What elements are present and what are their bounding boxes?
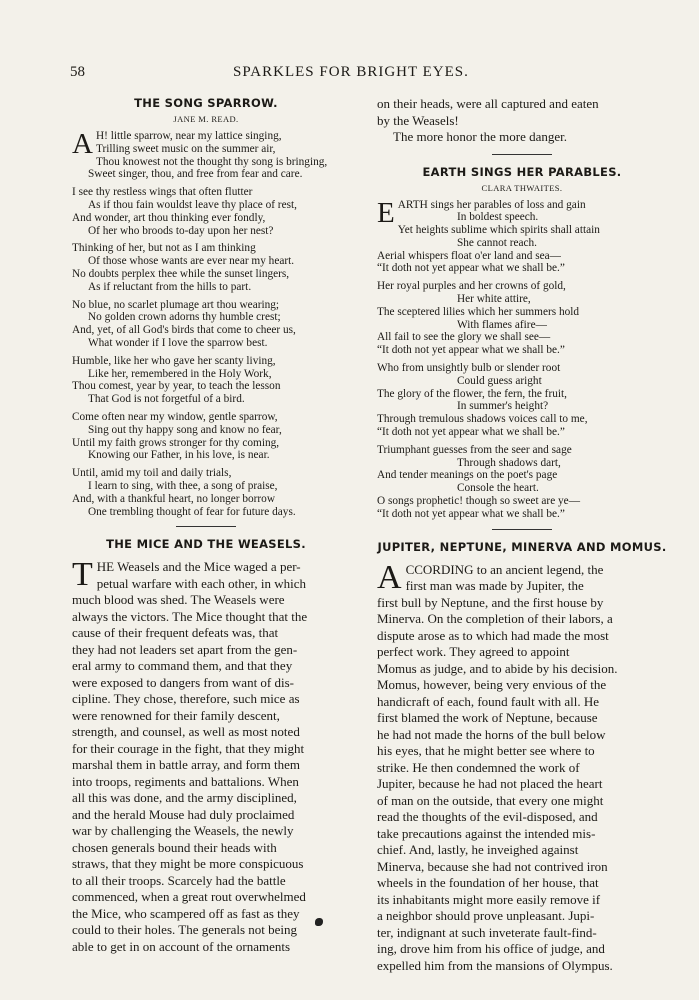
text-line xyxy=(377,908,667,925)
stanza xyxy=(72,411,340,462)
text-line xyxy=(377,644,667,661)
text-line xyxy=(72,873,340,890)
text-line-content: first blamed the work of Neptune, because xyxy=(377,710,598,726)
text-line-content: into troops, regiments and battalions. When xyxy=(72,773,299,789)
poem-line xyxy=(72,143,340,156)
poem-line-text: Aerial whispers float o'er land and sea— xyxy=(377,249,561,262)
poem-line xyxy=(72,186,340,199)
text-line xyxy=(377,578,667,595)
text-line xyxy=(72,675,340,692)
text-line-content: of man on the outside, that every one might xyxy=(377,792,604,808)
poem-line-text: As if reluctant from the hills to part. xyxy=(88,280,252,293)
poem-line-text: Her royal purples and her crowns of gold, xyxy=(377,280,566,293)
poem-line-text: One trembling thought of fear for future days. xyxy=(88,505,296,518)
poem-line-text: Thou knowest not the thought thy song is bringing, xyxy=(95,155,328,168)
text-line-content: first bull by Neptune, and the first house by xyxy=(377,594,604,610)
poem-line xyxy=(377,262,667,275)
text-line xyxy=(72,642,340,659)
text-line-content: Momus, however, being very envious of the xyxy=(377,677,607,693)
poem-line-text: Triumphant guesses from the seer and sage xyxy=(377,443,572,456)
poem-line-text: “It doth not yet appear what we shall be.” xyxy=(377,262,565,275)
text-line xyxy=(377,793,667,810)
text-line xyxy=(72,708,340,725)
poem-line-text: And wonder, art thou thinking ever fondly, xyxy=(72,211,266,224)
jupiter-title: JUPITER, NEPTUNE, MINERVA AND MOMUS. xyxy=(377,539,667,554)
poem-line xyxy=(72,368,340,381)
poem-line-text: Thinking of her, but not as I am thinking xyxy=(72,242,256,255)
text-line-content: they had not leaders set apart from the gen- xyxy=(72,641,298,657)
stanza xyxy=(72,355,340,406)
text-line-content: handicraft of each, found fault with all. He xyxy=(377,693,599,709)
text-line: on their heads, were all captured and eaten xyxy=(377,96,599,111)
page-number: 58 xyxy=(70,64,85,80)
text-line xyxy=(72,625,340,642)
poem-line-text: Knowing our Father, in his love, is near. xyxy=(88,449,270,462)
text-line xyxy=(377,743,667,760)
poem-line xyxy=(72,168,340,181)
text-line xyxy=(72,724,340,741)
poem-line-text: And, with a thankful heart, no longer borrow xyxy=(72,492,275,505)
poem-line-text: Her white attire, xyxy=(457,293,531,306)
poem-line-text: Yet heights sublime which spirits shall attain xyxy=(397,224,600,237)
text-line-content: Minerva, because she had not contrived iron xyxy=(377,858,608,874)
text-line xyxy=(72,691,340,708)
mice-weasels-text xyxy=(72,556,340,955)
poem-line xyxy=(72,411,340,424)
text-line xyxy=(72,609,340,626)
poem-line-text: As if thou fain wouldst leave thy place of rest, xyxy=(88,198,297,211)
text-line xyxy=(377,760,667,777)
jupiter-text xyxy=(377,558,667,975)
text-line-content: strength, and counsel, as well as most noted xyxy=(72,724,300,740)
drop-cap: A xyxy=(72,128,93,160)
earth-parables-author: CLARA THWAITES. xyxy=(481,182,563,193)
text-line xyxy=(72,939,340,956)
text-line-content: straws, that they might be more conspicuous xyxy=(72,856,304,872)
mice-weasels-title: THE MICE AND THE WEASELS. xyxy=(106,537,306,552)
poem-line xyxy=(377,508,667,521)
poem-line-text: Humble, like her who gave her scanty living, xyxy=(72,354,276,367)
poem-line xyxy=(377,237,667,250)
poem-line xyxy=(72,480,340,493)
text-line xyxy=(72,856,340,873)
text-line xyxy=(377,776,667,793)
text-line xyxy=(72,790,340,807)
text-line xyxy=(72,922,340,939)
stanza xyxy=(377,280,667,357)
poem-line-text: She cannot reach. xyxy=(457,236,537,249)
poem-line-text: Through tremulous shadows voices call to me, xyxy=(377,413,588,426)
text-line-content: were exposed to dangers from want of dis- xyxy=(72,674,295,690)
text-line-content: take precautions against the intended mis- xyxy=(377,825,596,841)
text-line-content: to all their troops. Scarcely had the battle xyxy=(72,872,286,888)
poem-line xyxy=(377,344,667,357)
text-line-content: all this was done, and the army disciplined, xyxy=(72,790,297,806)
poem-line xyxy=(377,319,667,332)
text-line-content: able to get in on account of the ornaments xyxy=(72,938,291,954)
poem-line xyxy=(72,324,340,337)
text-line-content: commenced, when a great rout overwhelmed xyxy=(72,889,306,905)
poem-line xyxy=(377,331,667,344)
poem-line-text: I learn to sing, with thee, a song of praise, xyxy=(88,479,278,492)
text-line-content: his eyes, that he might better see where to xyxy=(377,743,595,759)
poem-line xyxy=(377,211,667,224)
poem-line-text: Sweet singer, thou, and free from fear and care. xyxy=(88,168,303,181)
poem-line-text: Who from unsightly bulb or slender root xyxy=(377,362,561,375)
poem-line xyxy=(377,306,667,319)
text-line xyxy=(72,757,340,774)
text-line-content: cause of their frequent defeats was, that xyxy=(72,625,279,641)
stanza xyxy=(377,196,667,276)
drop-cap: E xyxy=(377,196,395,229)
poem-line-text: ARTH sings her parables of loss and gain xyxy=(397,198,586,211)
earth-parables-title: EARTH SINGS HER PARABLES. xyxy=(422,164,622,179)
text-line xyxy=(377,628,667,645)
poem-line xyxy=(377,375,667,388)
text-line-content: he had not made the horns of the bull below xyxy=(377,726,606,742)
text-line xyxy=(377,661,667,678)
text-line xyxy=(377,892,667,909)
stanza xyxy=(72,299,340,350)
stanza xyxy=(377,444,667,521)
text-line-content: its inhabitants might more easily remove if xyxy=(377,891,601,907)
poem-line xyxy=(72,437,340,450)
text-line-content: for their courage in the fight, that they might xyxy=(72,740,305,756)
text-line-content: dispute arose as to which had made the most xyxy=(377,627,609,643)
ink-mark xyxy=(315,918,323,926)
stanza xyxy=(72,130,340,181)
poem-line-text: “It doth not yet appear what we shall be.” xyxy=(377,507,565,520)
poem-line xyxy=(72,449,340,462)
poem-line-text: All fail to see the glory we shall see— xyxy=(377,331,551,344)
text-line xyxy=(377,611,667,628)
text-line-content: cipline. They chose, therefore, such mice as xyxy=(72,691,300,707)
text-line xyxy=(72,807,340,824)
text-line xyxy=(377,925,667,942)
poem-line-text: And, yet, of all God's birds that come to cheer us, xyxy=(72,324,296,337)
text-line xyxy=(72,840,340,857)
poem-line-text: Console the heart. xyxy=(457,482,539,495)
poem-line-text: And tender meanings on the poet's page xyxy=(377,469,558,482)
poem-line-text: Of those whose wants are ever near my heart. xyxy=(88,255,295,268)
text-line-content: perfect work. They agreed to appoint xyxy=(377,644,570,660)
page-header xyxy=(0,64,699,84)
poem-line xyxy=(72,467,340,480)
poem-line-text: Come often near my window, gentle sparrow, xyxy=(72,410,278,423)
text-line xyxy=(377,677,667,694)
text-line-content: were renowned for their family descent, xyxy=(72,707,280,723)
poem-line xyxy=(72,393,340,406)
text-line xyxy=(377,809,667,826)
text-line xyxy=(377,826,667,843)
poem-line-text: In boldest speech. xyxy=(457,211,539,224)
text-line xyxy=(377,859,667,876)
text-line xyxy=(72,576,340,593)
song-sparrow-poem xyxy=(72,130,340,518)
poem-line-text: “It doth not yet appear what we shall be.” xyxy=(377,344,565,357)
poem-line xyxy=(377,444,667,457)
text-line: by the Weasels! xyxy=(377,112,459,128)
poem-line xyxy=(377,250,667,263)
poem-line xyxy=(72,506,340,519)
text-line xyxy=(72,741,340,758)
text-line xyxy=(72,774,340,791)
text-line-content: the Mice, who scampered off as fast as they xyxy=(72,905,300,921)
poem-line xyxy=(377,495,667,508)
stanza xyxy=(72,467,340,518)
poem-line xyxy=(72,380,340,393)
poem-line-text: Like her, remembered in the Holy Work, xyxy=(88,367,272,380)
poem-line-text: O songs prophetic! though so sweet are ye— xyxy=(377,495,580,508)
poem-line xyxy=(72,225,340,238)
poem-line-text: The glory of the flower, the fern, the fruit, xyxy=(377,387,567,400)
text-line xyxy=(377,595,667,612)
poem-line-text: No doubts perplex thee while the sunset lingers, xyxy=(72,267,290,280)
text-line-content: read the thoughts of the evil-disposed, and xyxy=(377,809,598,825)
divider xyxy=(492,154,552,155)
text-line-content: ing, drove him from his office of judge, and xyxy=(377,941,605,957)
poem-line xyxy=(72,281,340,294)
left-column xyxy=(72,96,340,955)
text-line-content: much blood was shed. The Weasels were xyxy=(72,592,285,608)
text-line xyxy=(72,889,340,906)
poem-line-text: Until, amid my toil and daily trials, xyxy=(72,467,232,480)
text-line-content: petual warfare with each other, in which xyxy=(96,575,306,591)
running-title: SPARKLES FOR BRIGHT EYES. xyxy=(233,64,469,80)
poem-line xyxy=(377,482,667,495)
poem-line xyxy=(72,268,340,281)
text-line-content: expelled him from the mansions of Olympus. xyxy=(377,957,613,973)
mice-weasels-continued xyxy=(377,96,667,146)
poem-line xyxy=(377,457,667,470)
song-sparrow-title: THE SONG SPARROW. xyxy=(134,96,278,110)
poem-line xyxy=(72,299,340,312)
poem-line xyxy=(72,212,340,225)
text-line-content: HE Weasels and the Mice waged a per- xyxy=(96,559,301,575)
poem-line-text: With flames afire— xyxy=(457,318,547,331)
poem-line-text: No golden crown adorns thy humble crest; xyxy=(88,311,281,324)
poem-line xyxy=(377,280,667,293)
text-line xyxy=(377,842,667,859)
text-line-content: chosen generals bound their heads with xyxy=(72,839,277,855)
poem-line xyxy=(72,156,340,169)
text-line-content: eral army to command them, and that they xyxy=(72,658,293,674)
poem-line xyxy=(72,255,340,268)
text-line xyxy=(377,727,667,744)
text-line xyxy=(377,710,667,727)
poem-line-text: Trilling sweet music on the summer air, xyxy=(95,142,276,155)
text-line xyxy=(377,958,667,975)
text-line: The more honor the more danger. xyxy=(393,129,567,144)
text-line-content: wheels in the foundation of her house, that xyxy=(377,875,599,891)
text-line-content: first man was made by Jupiter, the xyxy=(405,578,584,594)
poem-line-text: No blue, no scarlet plumage art thou wearing; xyxy=(72,298,280,311)
stanza xyxy=(72,186,340,237)
text-line-content: war by challenging the Weasels, the newly xyxy=(72,823,294,839)
text-line xyxy=(377,694,667,711)
poem-line-text: Sing out thy happy song and know no fear, xyxy=(88,423,282,436)
divider xyxy=(492,529,552,530)
poem-line-text: Through shadows dart, xyxy=(457,456,561,469)
poem-line-text: In summer's height? xyxy=(457,400,549,413)
text-line-content: ter, indignant at such inveterate fault-find- xyxy=(377,924,597,940)
poem-line xyxy=(72,199,340,212)
text-line-content: always the victors. The Mice thought that the xyxy=(72,608,308,624)
drop-cap: T xyxy=(72,556,93,594)
earth-parables-poem xyxy=(377,196,667,521)
poem-line xyxy=(377,426,667,439)
poem-line xyxy=(377,469,667,482)
divider xyxy=(176,526,236,527)
poem-line-text: I see thy restless wings that often flutter xyxy=(72,186,253,199)
text-line xyxy=(72,592,340,609)
poem-line xyxy=(72,424,340,437)
text-line xyxy=(72,906,340,923)
text-line-content: CCORDING to an ancient legend, the xyxy=(405,561,604,577)
text-line-content: Momus as judge, and to abide by his decision. xyxy=(377,660,618,676)
text-line xyxy=(72,658,340,675)
poem-line xyxy=(377,400,667,413)
poem-line xyxy=(72,337,340,350)
text-line-content: Minerva. On the completion of their labors, a xyxy=(377,611,613,627)
stanza xyxy=(377,362,667,439)
poem-line-text: That God is not forgetful of a bird. xyxy=(88,393,245,406)
song-sparrow-author: JANE M. READ. xyxy=(173,114,239,124)
text-line-content: Jupiter, because he had not placed the heart xyxy=(377,776,603,792)
text-line xyxy=(377,875,667,892)
text-line-content: chief. And, lastly, he inveighed against xyxy=(377,842,579,858)
text-line-content: strike. He then condemned the work of xyxy=(377,759,580,775)
text-line-content: a neighbor should prove unpleasant. Jupi- xyxy=(377,908,595,924)
poem-line xyxy=(377,293,667,306)
poem-line-text: What wonder if I love the sparrow best. xyxy=(88,336,268,349)
text-line-content: and the herald Mouse had duly proclaimed xyxy=(72,806,295,822)
stanza xyxy=(72,242,340,293)
poem-line-text: Thou comest, year by year, to teach the lesson xyxy=(72,380,281,393)
poem-line-text: Of her who broods to-day upon her nest? xyxy=(88,224,274,237)
poem-line xyxy=(72,493,340,506)
poem-line xyxy=(72,311,340,324)
right-column xyxy=(377,96,667,974)
text-line xyxy=(377,941,667,958)
poem-line-text: H! little sparrow, near my lattice singing, xyxy=(95,130,282,142)
poem-line-text: The sceptered lilies which her summers hold xyxy=(377,305,580,318)
text-line xyxy=(72,823,340,840)
poem-line-text: Could guess aright xyxy=(457,374,542,387)
poem-line xyxy=(377,413,667,426)
poem-line xyxy=(377,224,667,237)
poem-line xyxy=(377,388,667,401)
text-line-content: could to their holes. The generals not being xyxy=(72,922,298,938)
poem-line xyxy=(377,362,667,375)
poem-line xyxy=(72,355,340,368)
drop-cap: A xyxy=(377,558,402,596)
poem-line-text: “It doth not yet appear what we shall be.” xyxy=(377,426,565,439)
poem-line-text: Until my faith grows stronger for thy coming, xyxy=(72,436,280,449)
poem-line xyxy=(72,242,340,255)
text-line-content: marshal them in battle array, and form them xyxy=(72,757,301,773)
